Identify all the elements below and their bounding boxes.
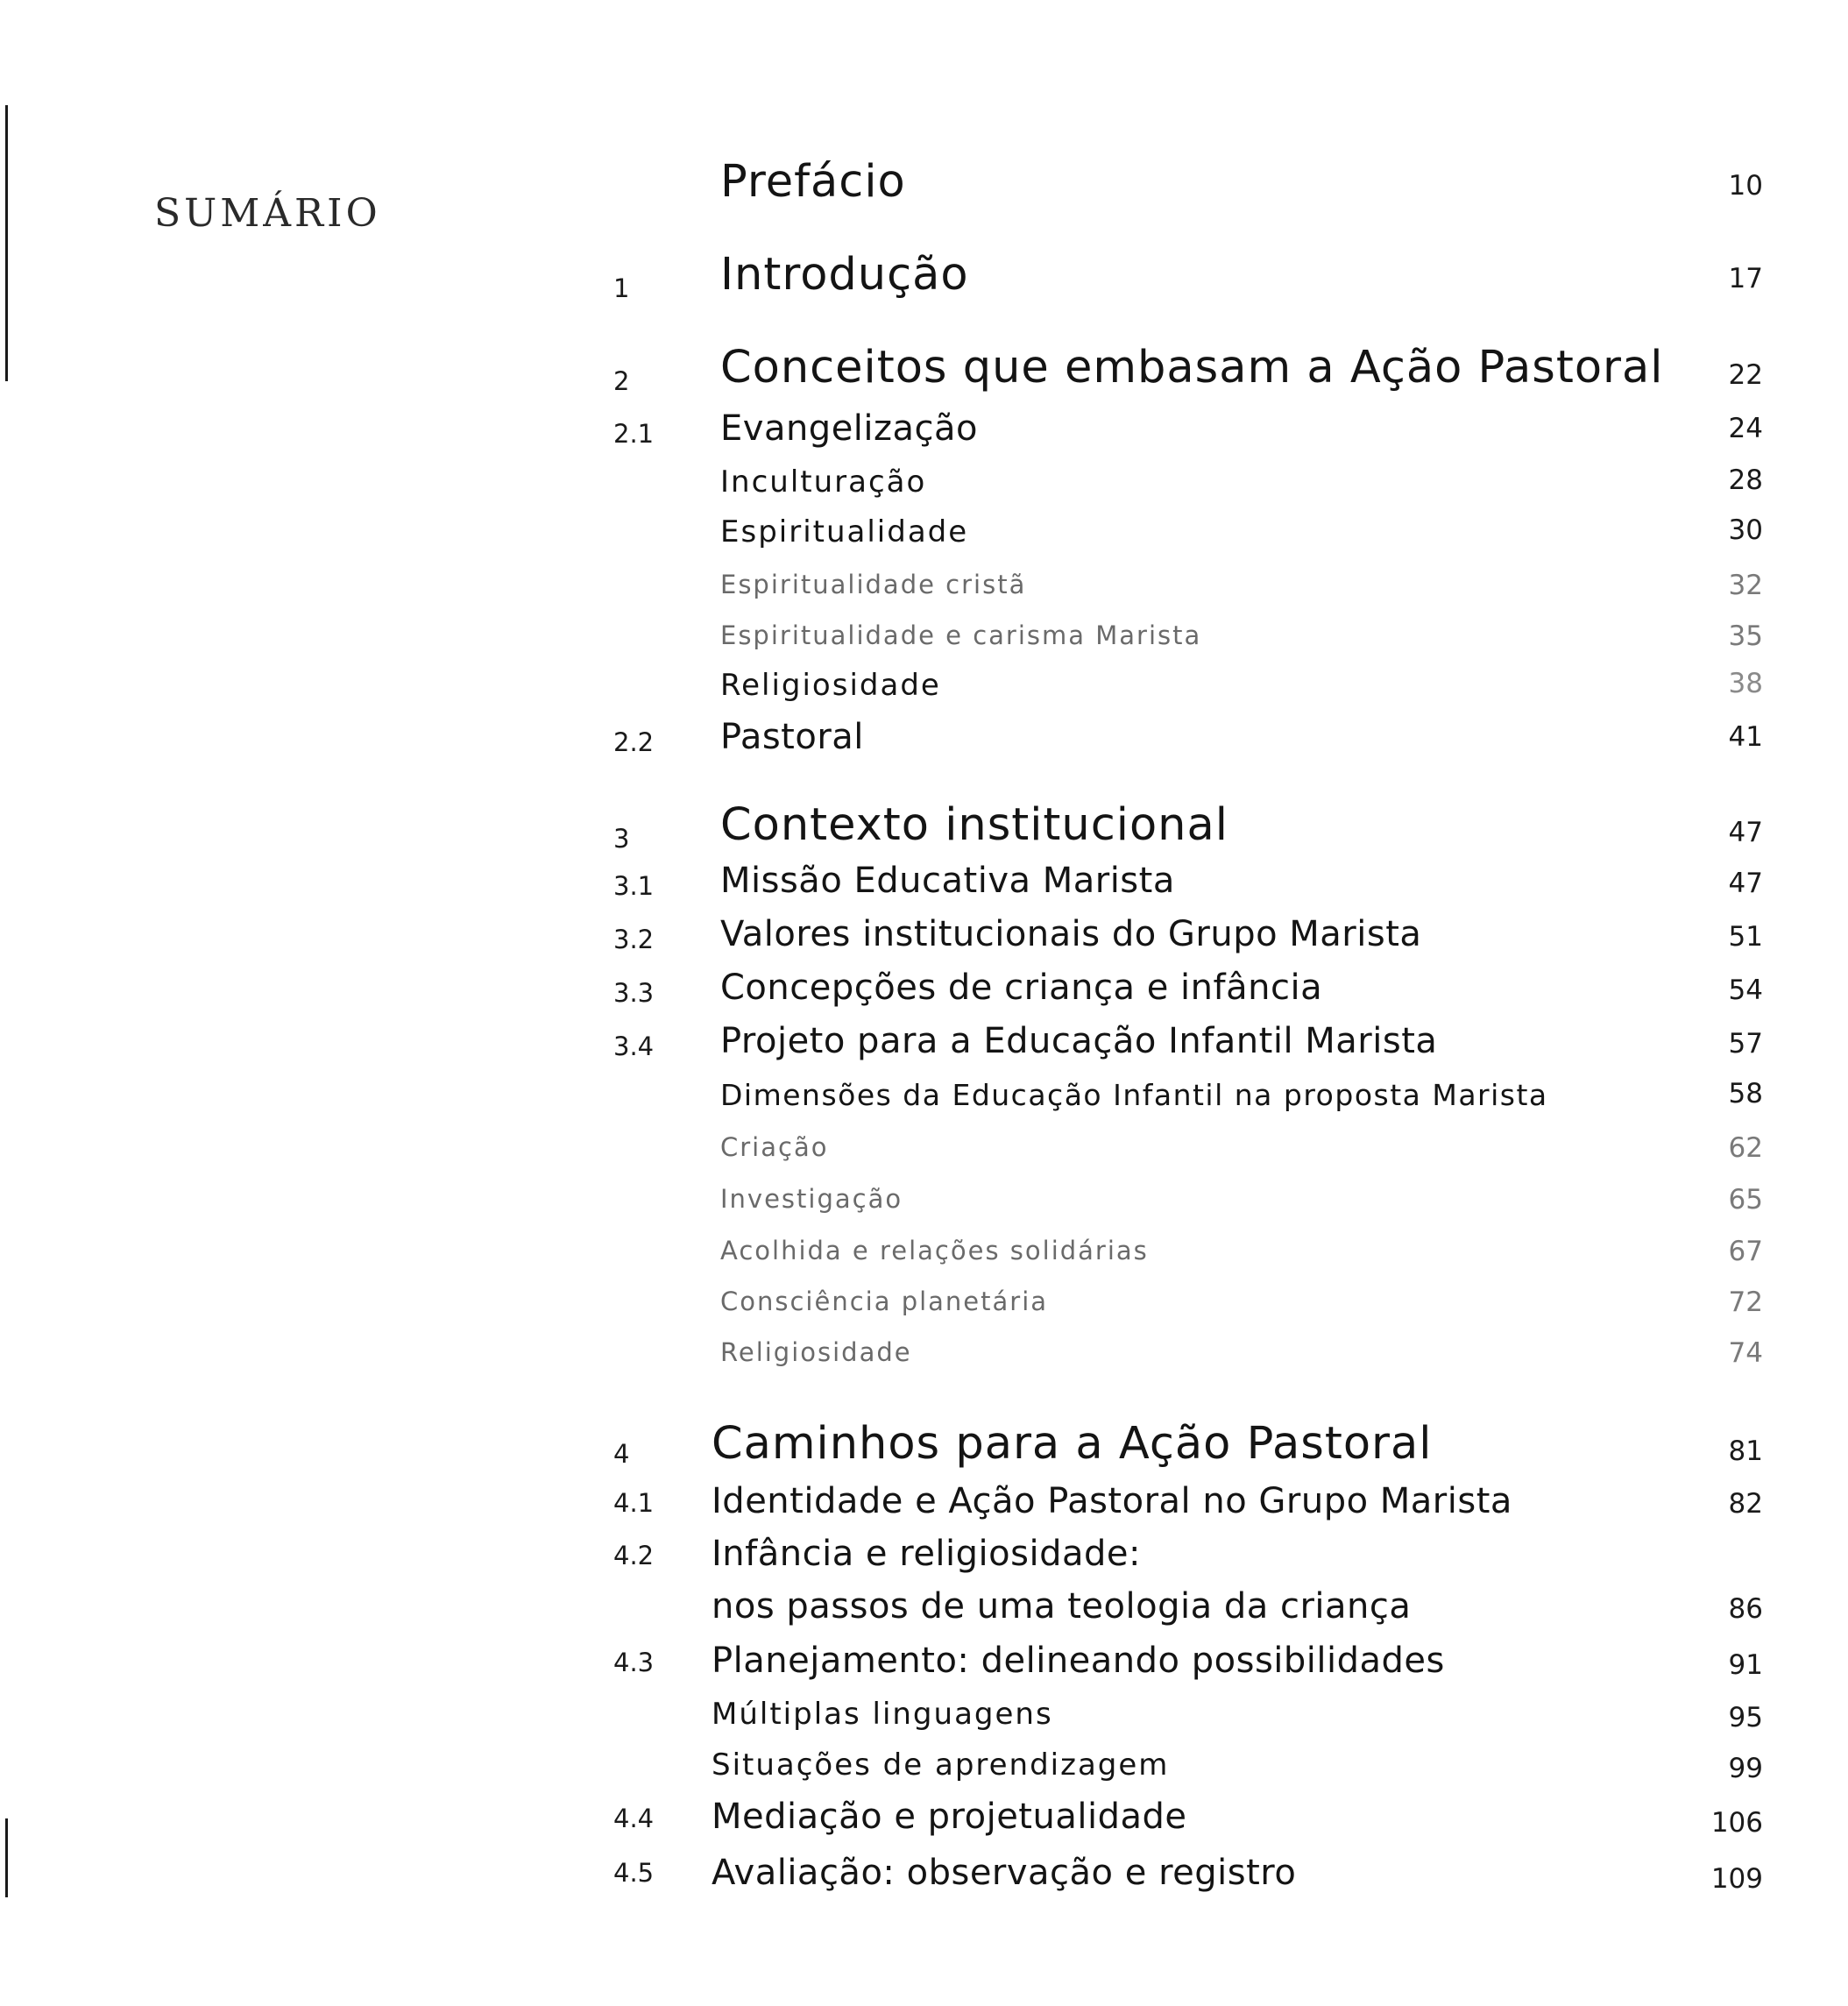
entry-title: Investigação (720, 1184, 903, 1214)
entry-number: 3 (613, 824, 630, 854)
entry-title: Mediação e projetualidade (712, 1797, 1187, 1837)
entry-title: Valores institucionais do Grupo Marista (720, 914, 1422, 954)
entry-page: 99 (1728, 1753, 1763, 1784)
entry-title: Situações de aprendizagem (712, 1747, 1170, 1783)
entry-page: 54 (1728, 975, 1763, 1006)
entry-number: 2.1 (613, 419, 655, 449)
entry-title: Planejamento: delineando possibilidades (712, 1641, 1445, 1681)
entry-title: Religiosidade (720, 668, 941, 703)
entry-title: Caminhos para a Ação Pastoral (712, 1418, 1433, 1470)
entry-page: 57 (1728, 1028, 1763, 1060)
entry-page: 58 (1728, 1078, 1763, 1109)
entry-number: 4.3 (613, 1648, 655, 1677)
entry-title: nos passos de uma teologia da criança (712, 1586, 1412, 1627)
entry-title: Acolhida e relações solidárias (720, 1236, 1149, 1265)
entry-title: Concepções de criança e infância (720, 968, 1323, 1008)
table-of-contents (613, 0, 1770, 2006)
page-edge-mark (5, 105, 8, 381)
entry-title: Projeto para a Educação Infantil Marista (720, 1021, 1438, 1061)
entry-number: 1 (613, 273, 630, 303)
entry-page: 81 (1728, 1435, 1763, 1467)
entry-page: 10 (1728, 170, 1763, 202)
entry-number: 2.2 (613, 727, 655, 757)
entry-page: 95 (1728, 1702, 1763, 1733)
entry-title: Evangelização (720, 408, 979, 449)
page-edge-mark (5, 1818, 8, 1897)
entry-title: Contexto institucional (720, 799, 1228, 851)
entry-page: 86 (1728, 1593, 1763, 1625)
entry-page: 47 (1728, 868, 1763, 899)
entry-page: 109 (1710, 1863, 1763, 1895)
entry-title: Religiosidade (720, 1337, 912, 1367)
entry-page: 38 (1728, 668, 1763, 699)
entry-page: 35 (1728, 620, 1763, 652)
entry-number: 4.1 (613, 1488, 655, 1518)
entry-page: 72 (1728, 1287, 1763, 1318)
entry-number: 3.4 (613, 1031, 655, 1061)
entry-title: Dimensões da Educação Infantil na proposta Marista (720, 1078, 1548, 1112)
entry-number: 4 (613, 1439, 630, 1469)
entry-title: Múltiplas linguagens (712, 1697, 1053, 1732)
entry-title: Inculturação (720, 464, 927, 500)
entry-page: 17 (1728, 263, 1763, 294)
entry-title: Avaliação: observação e registro (712, 1853, 1297, 1893)
entry-title: Prefácio (720, 156, 906, 208)
entry-title: Criação (720, 1132, 829, 1162)
entry-title: Pastoral (720, 717, 864, 757)
entry-title: Conceitos que embasam a Ação Pastoral (720, 342, 1664, 393)
entry-page: 51 (1728, 921, 1763, 953)
entry-title: Missão Educativa Marista (720, 861, 1175, 901)
entry-number: 3.3 (613, 978, 655, 1008)
entry-number: 3.1 (613, 871, 655, 901)
entry-page: 65 (1728, 1184, 1763, 1216)
entry-title: Consciência planetária (720, 1287, 1049, 1316)
entry-page: 91 (1728, 1649, 1763, 1681)
entry-page: 30 (1728, 514, 1763, 546)
entry-number: 4.5 (613, 1858, 655, 1888)
entry-number: 4.4 (613, 1804, 655, 1833)
entry-page: 82 (1728, 1488, 1763, 1520)
entry-title: Espiritualidade e carisma Marista (720, 620, 1202, 650)
entry-page: 62 (1728, 1132, 1763, 1164)
entry-number: 3.2 (613, 925, 655, 954)
entry-page: 74 (1728, 1337, 1763, 1369)
entry-page: 32 (1728, 570, 1763, 601)
toc-heading: SUMÁRIO (154, 191, 381, 236)
entry-page: 24 (1728, 413, 1763, 444)
entry-number: 2 (613, 366, 630, 396)
entry-page: 47 (1728, 817, 1763, 848)
entry-title: Introdução (720, 249, 969, 301)
entry-page: 41 (1728, 721, 1763, 753)
entry-page: 106 (1710, 1807, 1763, 1839)
entry-title: Espiritualidade (720, 514, 969, 549)
entry-title: Infância e religiosidade: (712, 1534, 1141, 1574)
entry-title: Identidade e Ação Pastoral no Grupo Marista (712, 1481, 1512, 1521)
entry-page: 22 (1728, 359, 1763, 391)
entry-page: 67 (1728, 1236, 1763, 1267)
entry-page: 28 (1728, 464, 1763, 496)
entry-number: 4.2 (613, 1541, 655, 1570)
entry-title: Espiritualidade cristã (720, 570, 1027, 599)
